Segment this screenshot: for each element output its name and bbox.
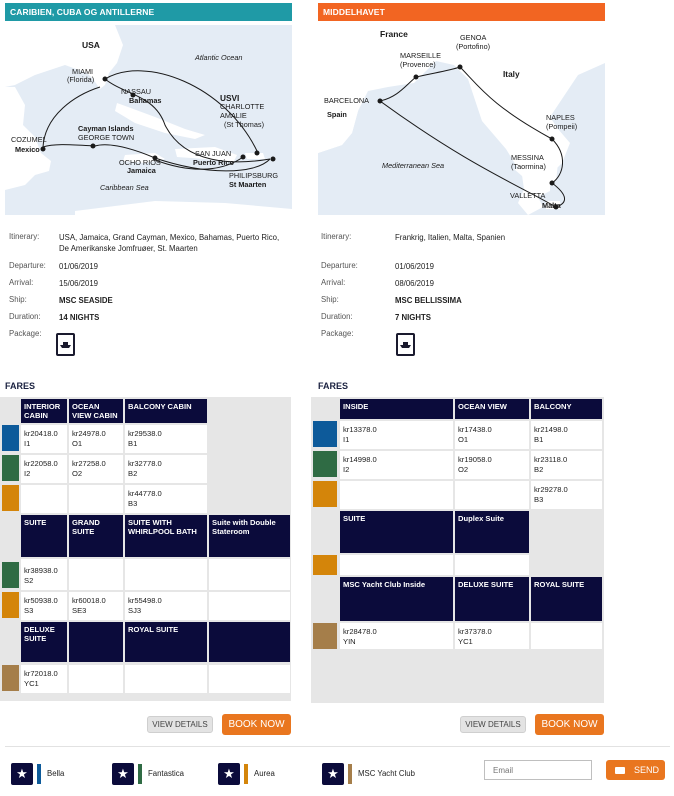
fare-cell[interactable] (455, 623, 529, 649)
fare-code: O1 (458, 435, 469, 444)
fare-price: kr23118.0 (534, 455, 568, 464)
fare-cell-empty (531, 623, 602, 649)
star-icon: ★ (11, 763, 33, 785)
map-label: (Taormina) (511, 162, 546, 171)
fare-cell[interactable] (531, 451, 602, 479)
column-header (69, 622, 123, 662)
itinerary-value: Frankrig, Italien, Malta, Spanien (395, 233, 506, 242)
fare-code: I1 (343, 435, 350, 444)
fare-code: B1 (534, 435, 544, 444)
fare-cell-empty (69, 562, 123, 590)
fare-cell[interactable] (69, 455, 123, 483)
fare-code: I2 (343, 465, 350, 474)
departure-label: Departure: (321, 261, 358, 270)
map-label: (Provence) (400, 60, 436, 69)
fare-code: SJ3 (128, 606, 142, 615)
fantastica-swatch (2, 455, 19, 481)
fare-code: B2 (534, 465, 544, 474)
ship-value: MSC SEASIDE (59, 296, 113, 305)
fare-cell-empty (209, 665, 290, 693)
fare-price: kr32778.0 (128, 459, 162, 468)
fare-cell[interactable] (69, 592, 123, 620)
map-label: Caribbean Sea (100, 183, 149, 192)
legend-label: MSC Yacht Club (358, 769, 415, 778)
itinerary-info (321, 230, 606, 360)
column-header: DELUXE SUITE (21, 622, 67, 662)
map-label: NASSAU (121, 87, 152, 96)
fare-cell[interactable] (69, 425, 123, 453)
fare-code: O2 (72, 469, 83, 478)
fare-price: kr19058.0 (458, 455, 492, 464)
yacht-club-swatch (2, 665, 19, 691)
arrival-label: Arrival: (9, 278, 34, 287)
map-label: Jamaica (127, 166, 156, 175)
fare-cell[interactable] (125, 455, 207, 483)
map-label: (Portofino) (456, 42, 491, 51)
fare-price: kr44778.0 (128, 489, 162, 498)
fantastica-color-bar (138, 764, 142, 784)
bella-swatch (2, 425, 19, 451)
book-now-button[interactable]: BOOK NOW (535, 714, 604, 735)
map-label: Malta (542, 201, 561, 210)
fare-price: kr50938.0 (24, 596, 58, 605)
aurea-swatch (313, 555, 337, 575)
cruise-title: MIDDELHAVET (318, 3, 605, 21)
fare-cell[interactable] (21, 665, 67, 693)
fare-price: kr20418.0 (24, 429, 58, 438)
fare-price: kr60018.0 (72, 596, 106, 605)
map-label: France (380, 29, 408, 39)
column-header: SUITE WITH WHIRLPOOL BATH (125, 515, 207, 557)
fare-code: B2 (128, 469, 138, 478)
fare-cell-empty (209, 592, 290, 620)
package-label: Package: (9, 329, 42, 338)
fare-code: O1 (72, 439, 83, 448)
yacht-club-color-bar (348, 764, 352, 784)
fare-cell[interactable] (455, 451, 529, 479)
fares-title: FARES (318, 381, 349, 391)
column-header: OCEAN VIEW (455, 399, 529, 419)
map-label: MARSEILLE (400, 51, 441, 60)
map-label: MIAMI (72, 67, 94, 76)
fare-price: kr17438.0 (458, 425, 492, 434)
map-label: GENOA (460, 33, 487, 42)
map-label: COZUMEL (11, 135, 47, 144)
cruise-package-icon[interactable] (56, 333, 75, 356)
map-label: CHARLOTTE (220, 102, 265, 111)
column-header: INSIDE (340, 399, 453, 419)
fare-code: S2 (24, 576, 34, 585)
column-header: GRAND SUITE (69, 515, 123, 557)
fare-cell[interactable] (125, 485, 207, 513)
fare-code: B3 (534, 495, 544, 504)
map-label: USA (82, 40, 100, 50)
map-label: VALLETTA (510, 191, 546, 200)
column-header: SUITE (340, 511, 453, 553)
column-header: ROYAL SUITE (531, 577, 602, 621)
cruise-card-mediterranean (318, 0, 605, 215)
fare-cell-empty (125, 562, 207, 590)
duration-label: Duration: (321, 312, 353, 321)
fare-code: S3 (24, 606, 34, 615)
map-label: Bahamas (129, 96, 162, 105)
aurea-color-bar (244, 764, 248, 784)
ship-label: Ship: (9, 295, 27, 304)
fare-cell-empty (455, 555, 529, 575)
map-label: St Maarten (229, 180, 267, 189)
fare-code: YIN (343, 637, 356, 646)
fantastica-swatch (313, 451, 337, 477)
fare-price: kr29538.0 (128, 429, 162, 438)
route-map (318, 25, 605, 215)
fare-cell-empty (125, 665, 207, 693)
arrival-value: 15/06/2019 (59, 279, 99, 288)
view-details-button[interactable]: VIEW DETAILS (460, 716, 526, 733)
fare-code: O2 (458, 465, 469, 474)
fare-price: kr38938.0 (24, 566, 58, 575)
fare-cell[interactable] (531, 421, 602, 449)
departure-label: Departure: (9, 261, 46, 270)
fare-cell[interactable] (455, 421, 529, 449)
fare-price: kr72018.0 (24, 669, 58, 678)
map-label: (Pompeii) (546, 122, 578, 131)
map-label: SAN JUAN (195, 149, 232, 158)
send-button[interactable] (606, 760, 665, 780)
aurea-swatch (313, 481, 337, 507)
envelope-icon (615, 767, 625, 774)
duration-value: 14 NIGHTS (59, 313, 100, 322)
fare-price: kr27258.0 (72, 459, 106, 468)
fare-cell[interactable] (340, 421, 453, 449)
book-now-button[interactable]: BOOK NOW (222, 714, 291, 735)
fares-title: FARES (5, 381, 36, 391)
fare-cell[interactable] (21, 425, 67, 453)
fare-code: B1 (128, 439, 138, 448)
fares-table (311, 397, 604, 703)
fare-cell-empty (455, 481, 529, 509)
column-header: Suite with Double Stateroom (209, 515, 290, 557)
map-label: Atlantic Ocean (195, 53, 243, 62)
fare-cell[interactable] (21, 562, 67, 590)
fare-code: B3 (128, 499, 138, 508)
duration-label: Duration: (9, 312, 41, 321)
arrival-label: Arrival: (321, 278, 346, 287)
duration-value: 7 NIGHTS (395, 313, 431, 322)
map-label: (St Thomas) (224, 120, 265, 129)
map-label: AMALIE (220, 111, 247, 120)
departure-value: 01/06/2019 (59, 262, 99, 271)
map-label: GEORGE TOWN (78, 133, 135, 142)
fare-price: kr24978.0 (72, 429, 106, 438)
ship-value: MSC BELLISSIMA (395, 296, 462, 305)
column-header: INTERIOR CABIN (21, 399, 67, 423)
map-label: (Florida) (67, 75, 95, 84)
aurea-swatch (2, 592, 19, 618)
column-header (209, 622, 290, 662)
fare-price: kr55498.0 (128, 596, 162, 605)
fare-price: kr14998.0 (343, 455, 377, 464)
column-header: Duplex Suite (455, 511, 529, 553)
yacht-club-swatch (313, 623, 337, 649)
itinerary-info (9, 230, 294, 360)
fare-code: I2 (24, 469, 31, 478)
fare-cell-empty (21, 485, 67, 513)
map-label: MESSINA (511, 153, 544, 162)
legend-label: Aurea (254, 769, 275, 778)
fare-price: kr37378.0 (458, 627, 492, 636)
cruise-package-icon[interactable] (396, 333, 415, 356)
view-details-button[interactable]: VIEW DETAILS (147, 716, 213, 733)
column-header: BALCONY (531, 399, 602, 419)
map-label: Mediterranean Sea (382, 161, 445, 170)
bella-swatch (313, 421, 337, 447)
departure-value: 01/06/2019 (395, 262, 435, 271)
column-header: DELUXE SUITE (455, 577, 529, 621)
fare-cell[interactable] (125, 425, 207, 453)
itinerary-label: Itinerary: (321, 232, 352, 241)
map-label: Puerto Rico (193, 158, 234, 167)
column-header: ROYAL SUITE (125, 622, 207, 662)
fare-cell[interactable] (21, 592, 67, 620)
fare-price: kr28478.0 (343, 627, 377, 636)
fare-cell[interactable] (125, 592, 207, 620)
fare-price: kr22058.0 (24, 459, 58, 468)
legend-label: Bella (47, 769, 65, 778)
column-header: BALCONY CABIN (125, 399, 207, 423)
map-label: USVI (220, 93, 240, 103)
star-icon: ★ (322, 763, 344, 785)
map-label: PHILIPSBURG (229, 171, 279, 180)
star-icon: ★ (112, 763, 134, 785)
fare-cell-empty (340, 555, 453, 575)
star-icon: ★ (218, 763, 240, 785)
bella-color-bar (37, 764, 41, 784)
itinerary-value: USA, Jamaica, Grand Cayman, Mexico, Bahamas, Puerto Rico, De Amerikanske Jomfruøer, St. Maarten (59, 233, 280, 253)
map-label: Spain (327, 110, 347, 119)
fare-code: SE3 (72, 606, 87, 615)
fare-cell-empty (209, 562, 290, 590)
arrival-value: 08/06/2019 (395, 279, 435, 288)
fare-cell-empty (69, 485, 123, 513)
map-label: BARCELONA (324, 96, 370, 105)
package-label: Package: (321, 329, 354, 338)
fare-cell[interactable] (340, 623, 453, 649)
column-header: OCEAN VIEW CABIN (69, 399, 123, 423)
footer-divider (5, 746, 670, 747)
email-input[interactable] (484, 760, 592, 780)
fare-code: I1 (24, 439, 31, 448)
fare-code: YC1 (458, 637, 473, 646)
map-label: Cayman Islands (78, 124, 134, 133)
fare-price: kr21498.0 (534, 425, 568, 434)
cruise-title: CARIBIEN, CUBA OG ANTILLERNE (5, 3, 292, 21)
fare-code: YC1 (24, 679, 39, 688)
column-header: MSC Yacht Club Inside (340, 577, 453, 621)
send-label: SEND (634, 765, 660, 775)
fare-price: kr13378.0 (343, 425, 377, 434)
fare-cell[interactable] (21, 455, 67, 483)
column-header: SUITE (21, 515, 67, 557)
fare-cell-empty (69, 665, 123, 693)
cruise-card-caribbean (5, 0, 292, 215)
map-label: NAPLES (546, 113, 575, 122)
itinerary-label: Itinerary: (9, 232, 40, 241)
map-label: OCHO RIOS (119, 158, 161, 167)
fantastica-swatch (2, 562, 19, 588)
fare-cell[interactable] (531, 481, 602, 509)
ship-label: Ship: (321, 295, 339, 304)
route-map (5, 25, 292, 215)
fare-cell-empty (340, 481, 453, 509)
fare-price: kr29278.0 (534, 485, 568, 494)
fares-table (0, 397, 291, 701)
map-label: Italy (503, 69, 520, 79)
map-label: Mexico (15, 145, 40, 154)
aurea-swatch (2, 485, 19, 511)
fare-cell[interactable] (340, 451, 453, 479)
legend-label: Fantastica (148, 769, 184, 778)
